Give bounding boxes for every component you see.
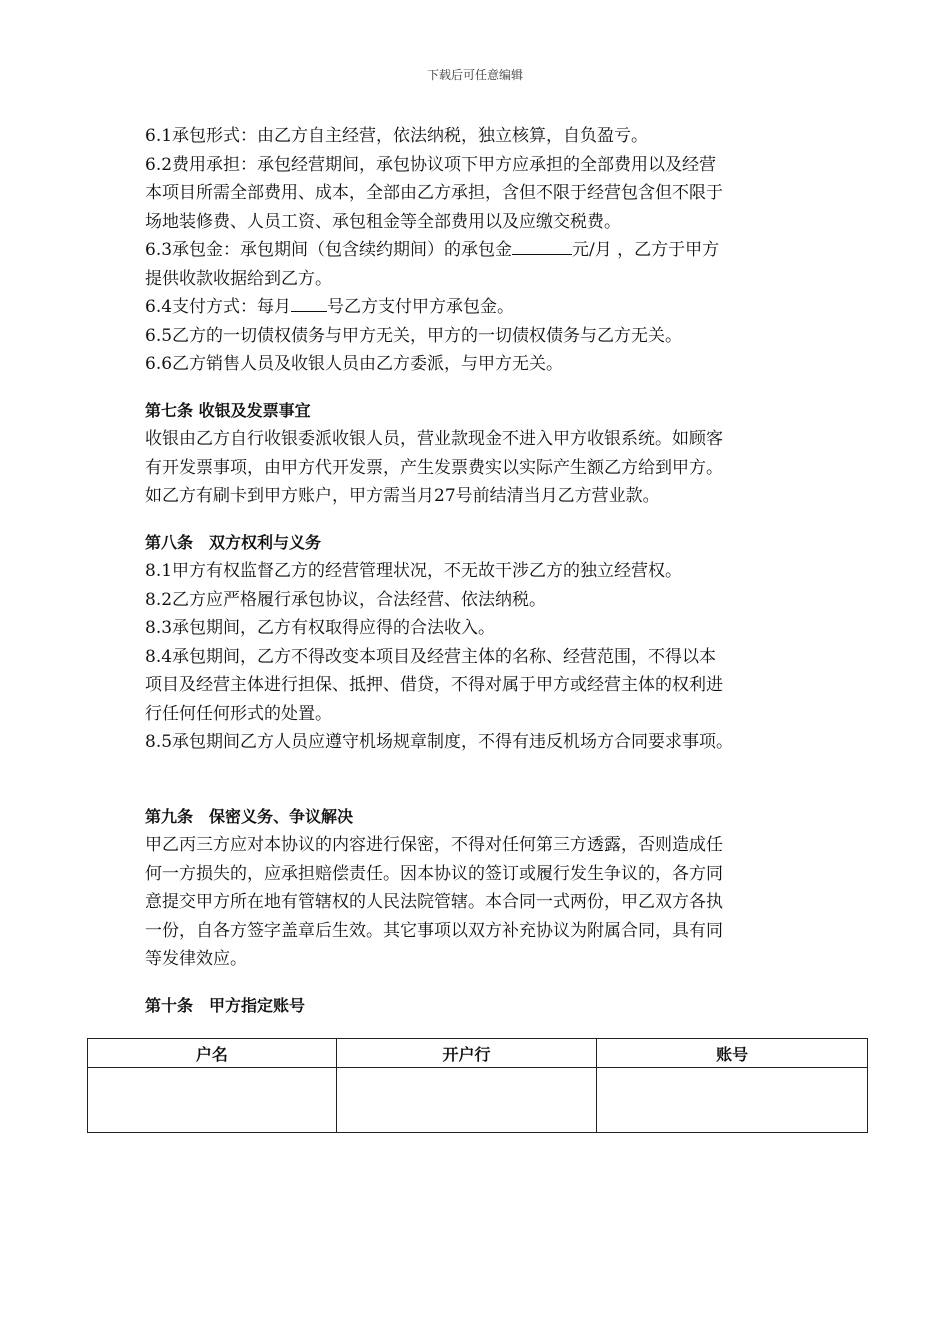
column-header-account-number: 账号 xyxy=(597,1039,868,1068)
clause-6-3-suffix: 元/月 ，乙方于甲方 xyxy=(572,240,720,260)
clause-6-3-line1 xyxy=(145,236,825,265)
clause-6-1: 6.1承包形式：由乙方自主经营，依法纳税，独立核算，自负盈亏。 xyxy=(145,126,649,146)
account-name-cell[interactable] xyxy=(88,1068,337,1133)
clause-8-5: 8.5承包期间乙方人员应遵守机场规章制度，不得有违反机场方合同要求事项。 xyxy=(145,732,734,752)
clause-6-4-prefix: 6.4支付方式：每月 xyxy=(145,297,292,317)
clause-6-4-suffix: 号乙方支付甲方承包金。 xyxy=(327,297,515,317)
clause-6-4 xyxy=(145,293,825,322)
column-header-bank: 开户行 xyxy=(336,1039,597,1068)
account-number-cell[interactable] xyxy=(597,1068,868,1133)
clause-6-5: 6.5乙方的一切债权债务与甲方无关，甲方的一切债权债务与乙方无关。 xyxy=(145,325,683,346)
account-table xyxy=(87,1038,868,1133)
clause-6-3-line2: 提供收款收据给到乙方。 xyxy=(145,268,332,289)
clause-6-6: 6.6乙方销售人员及收银人员由乙方委派，与甲方无关。 xyxy=(145,354,564,374)
column-header-account-name: 户名 xyxy=(88,1039,337,1068)
section-7-title: 第七条 收银及发票事宜 xyxy=(145,400,311,420)
clause-8-4-line2: 项目及经营主体进行担保、抵押、借贷，不得对属于甲方或经营主体的权利进 xyxy=(145,675,723,695)
bank-cell[interactable] xyxy=(336,1068,597,1133)
section-9-line: 意提交甲方所在地有管辖权的人民法院管辖。本合同一式两份，甲乙双方各执 xyxy=(145,892,723,912)
section-9-line: 一份，自各方签字盖章后生效。其它事项以双方补充协议为附属合同，具有同 xyxy=(145,920,723,941)
section-8-title: 第八条 双方权利与义务 xyxy=(145,532,322,552)
section-9-line: 何一方损失的，应承担赔偿责任。因本协议的签订或履行发生争议的，各方同 xyxy=(145,863,723,884)
document-body xyxy=(145,122,825,1020)
clause-8-4-line3: 行任何任何形式的处置。 xyxy=(145,703,332,724)
clause-8-2: 8.2乙方应严格履行承包协议，合法经营、依法纳税。 xyxy=(145,589,547,610)
section-9-line: 甲乙丙三方应对本协议的内容进行保密，不得对任何第三方透露，否则造成任 xyxy=(145,835,723,855)
section-10-title: 第十条 甲方指定账号 xyxy=(145,995,306,1015)
section-9-line: 等发律效应。 xyxy=(145,949,247,969)
clause-8-3: 8.3承包期间，乙方有权取得应得的合法收入。 xyxy=(145,618,496,638)
clause-6-3-prefix: 6.3承包金：承包期间（包含续约期间）的承包金 xyxy=(145,240,513,260)
clause-6-2-line3: 场地装修费、人员工资、承包租金等全部费用以及应缴交税费。 xyxy=(145,211,621,232)
page-header: 下载后可任意编辑 xyxy=(426,68,523,82)
table-row xyxy=(88,1068,868,1133)
section-7-line: 如乙方有刷卡到甲方账户，甲方需当月27号前结清当月乙方营业款。 xyxy=(145,486,660,506)
section-7-line: 有开发票事项，由甲方代开发票，产生发票费实以实际产生额乙方给到甲方。 xyxy=(145,457,723,478)
account-table-header-row xyxy=(88,1039,868,1068)
payment-day-blank[interactable] xyxy=(291,293,327,312)
clause-6-2-line2: 本项目所需全部费用、成本，全部由乙方承担，含但不限于经营包含但不限于 xyxy=(145,183,723,203)
fee-amount-blank[interactable] xyxy=(512,236,572,255)
section-7-line: 收银由乙方自行收银委派收银人员，营业款现金不进入甲方收银系统。如顾客 xyxy=(145,429,723,449)
clause-6-2-line1: 6.2费用承担：承包经营期间，承包协议项下甲方应承担的全部费用以及经营 xyxy=(145,154,717,175)
clause-8-4-line1: 8.4承包期间，乙方不得改变本项目及经营主体的名称、经营范围，不得以本 xyxy=(145,646,717,667)
clause-8-1: 8.1甲方有权监督乙方的经营管理状况，不无故干涉乙方的独立经营权。 xyxy=(145,561,683,581)
section-9-title: 第九条 保密义务、争议解决 xyxy=(145,806,354,826)
